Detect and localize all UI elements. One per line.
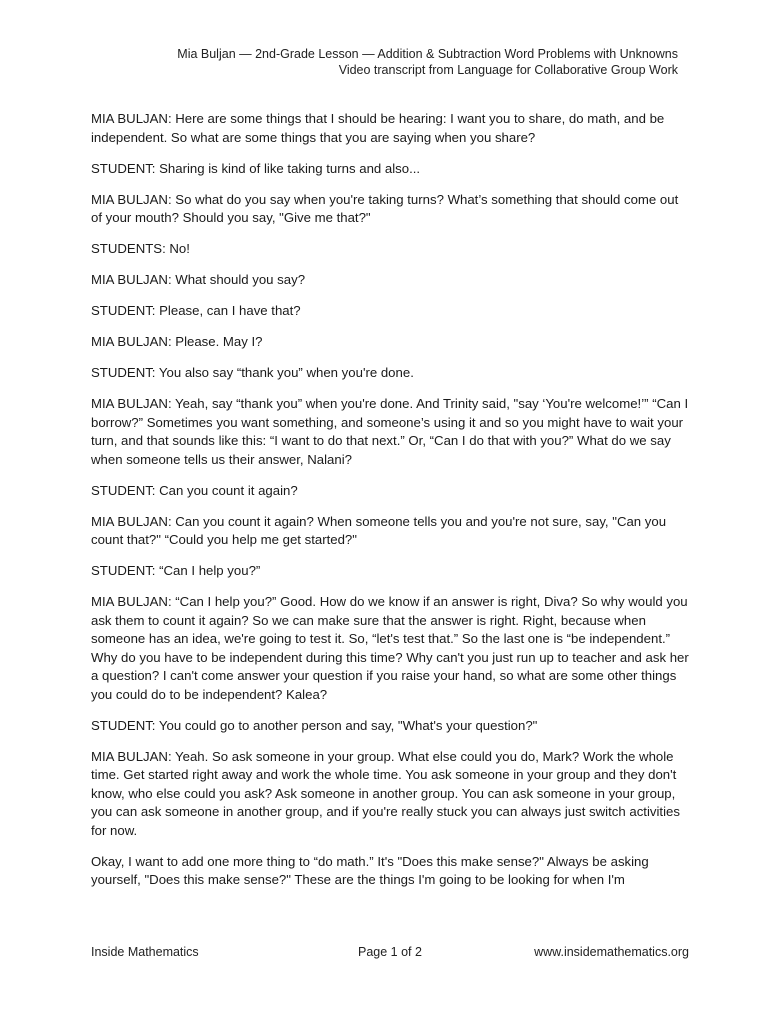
transcript-paragraph: MIA BULJAN: Yeah. So ask someone in your group. What else could you do, Mark? Work the whole time. Get started right away and work the whole time. You ask someone in your group and they don't know, who else could you ask? Ask someone in another group. You can ask someone in your group, you can ask someone in another group, and if you're really stuck you can always just switch activities for now. bbox=[91, 748, 680, 838]
transcript-paragraph: Okay, I want to add one more thing to “do math.” It's "Does this make sense?" Always be asking yourself, "Does this make sense?" These are the things I'm going to be looking for when I'm bbox=[91, 853, 649, 887]
transcript-paragraph: STUDENT: You also say “thank you” when you're done. bbox=[91, 365, 414, 380]
document-header bbox=[177, 46, 678, 78]
transcript-paragraph: STUDENT: “Can I help you?” bbox=[91, 563, 261, 578]
transcript-paragraph: MIA BULJAN: Can you count it again? When someone tells you and you're not sure, say, "Can you count that?" “Could you help me get started?" bbox=[91, 513, 667, 547]
transcript-paragraph: MIA BULJAN: What should you say? bbox=[91, 272, 306, 287]
transcript-paragraph: STUDENTS: No! bbox=[91, 241, 190, 256]
transcript-paragraph: MIA BULJAN: Yeah, say “thank you” when you're done. And Trinity said, "say ‘You're welcome!’” “Can I borrow?” Sometimes you want something, and someone’s using it and so you might have to wait your turn, and that sounds like this: “I want to do that next.” Or, “Can I do that with you?” What do we say when someone tells us their answer, Nalani? bbox=[91, 396, 689, 467]
transcript-paragraph: STUDENT: Can you count it again? bbox=[91, 482, 298, 498]
header-transcript-source: Video transcript from Language for Collaborative Group Work bbox=[338, 63, 678, 77]
footer-website: www.insidemathematics.org bbox=[534, 945, 689, 959]
transcript-paragraph: MIA BULJAN: Here are some things that I should be hearing: I want you to share, do math, and be independent. So what are some things that you are saying when you share? bbox=[91, 111, 665, 145]
header-lesson-title: Mia Buljan — 2nd-Grade Lesson — Addition & Subtraction Word Problems with Unknowns bbox=[177, 47, 678, 61]
footer-page-number: Page 1 of 2 bbox=[358, 945, 422, 959]
transcript-paragraph: STUDENT: You could go to another person and say, "What's your question?" bbox=[91, 717, 538, 733]
transcript-paragraph: MIA BULJAN: So what do you say when you're taking turns? What’s something that should come out of your mouth? Should you say, "Give me that?" bbox=[91, 191, 679, 225]
footer-publisher: Inside Mathematics bbox=[91, 945, 199, 959]
document-footer bbox=[91, 945, 689, 959]
transcript-body bbox=[91, 110, 691, 902]
transcript-paragraph: MIA BULJAN: Please. May I? bbox=[91, 334, 263, 349]
transcript-paragraph: STUDENT: Sharing is kind of like taking turns and also... bbox=[91, 160, 421, 176]
transcript-paragraph: STUDENT: Please, can I have that? bbox=[91, 303, 301, 318]
transcript-paragraph: MIA BULJAN: “Can I help you?” Good. How do we know if an answer is right, Diva? So why would you ask them to count it again? So we can make sure that the answer is right. Right, because when someone has an idea, we're going to test it. So, “let's test that.” So the last one is “be independent.” Why do you have to be independent during this time? Why can't you just run up to teacher and ask her a question? I can't come answer your question if you raise your hand, so what are some other things you could do to be independent? Kalea? bbox=[91, 594, 689, 702]
